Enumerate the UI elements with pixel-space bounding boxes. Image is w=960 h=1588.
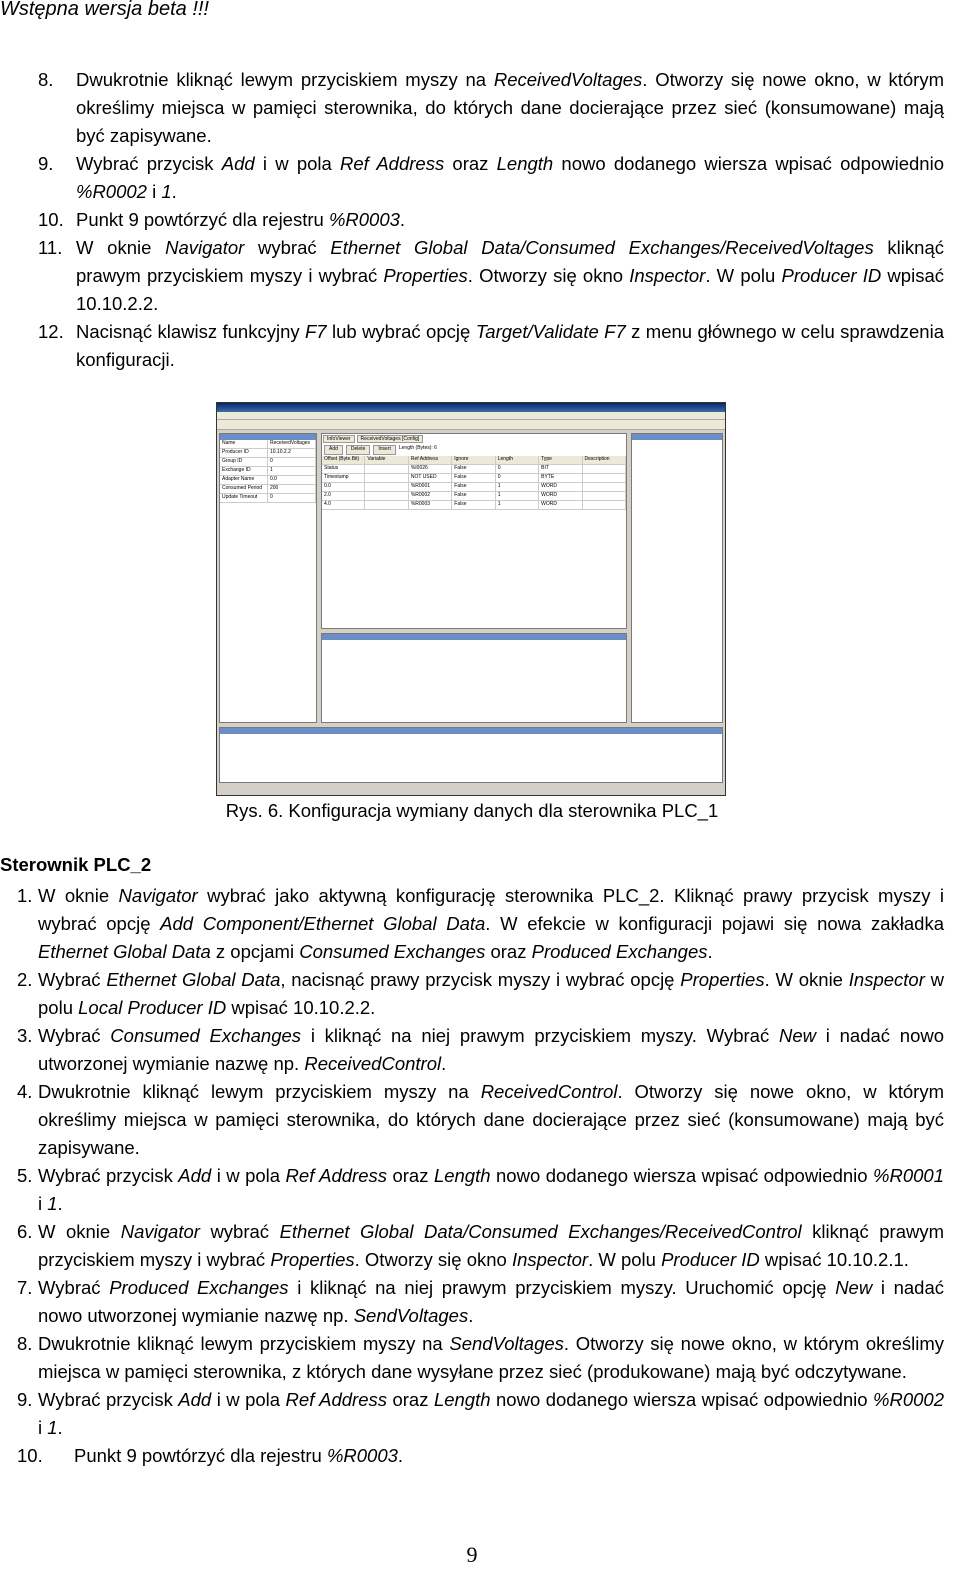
table-cell: 4.0 bbox=[322, 501, 365, 509]
table-row[interactable] bbox=[322, 492, 626, 501]
list-item bbox=[0, 66, 944, 150]
toolchest-pane bbox=[631, 433, 723, 723]
table-cell: 0 bbox=[496, 465, 539, 473]
list-item-text: Ref Address bbox=[285, 1165, 387, 1186]
table-cell: WORD bbox=[539, 483, 582, 491]
inspector-property: Producer ID bbox=[220, 449, 268, 457]
editor-button[interactable]: Delete bbox=[346, 445, 370, 455]
list-item-text: Add bbox=[178, 1165, 212, 1186]
inspector-value: 10.10.2.2 bbox=[268, 449, 316, 457]
list-item-text: Navigator bbox=[165, 237, 245, 258]
list-item-text: Navigator bbox=[120, 1221, 200, 1242]
list-item-text: Producer ID bbox=[781, 265, 882, 286]
list-item bbox=[0, 1386, 944, 1442]
list-item-text: Punkt 9 powtórzyć dla rejestru bbox=[74, 1445, 327, 1466]
list-item-number: 9. bbox=[38, 153, 54, 174]
table-cell: Timestamp bbox=[322, 474, 365, 482]
list-item-number: 3. bbox=[17, 1025, 33, 1046]
list-item-text: %R0003 bbox=[326, 1445, 398, 1466]
list-item-text: nowo dodanego wiersza wpisać odpowiednio bbox=[490, 1165, 874, 1186]
section-heading: Sterownik PLC_2 bbox=[0, 854, 152, 875]
list-item-text: . bbox=[57, 1417, 63, 1438]
table-cell bbox=[583, 483, 626, 491]
list-item-number: 11. bbox=[38, 237, 63, 258]
list-item-text: Wybrać przycisk bbox=[76, 153, 222, 174]
list-item-number: 10. bbox=[17, 1445, 43, 1466]
list-item-text: kliknąć prawym przyciskiem myszy i wybrać bbox=[38, 1221, 944, 1270]
list-item-text: i nadać nowo utworzonej wymianie nazwę np. bbox=[38, 1025, 945, 1074]
list-item-text: Ethernet Global Data bbox=[106, 969, 281, 990]
table-cell: %R0003 bbox=[409, 501, 452, 509]
list-item-text: oraz bbox=[485, 941, 532, 962]
list-item-text: i kliknąć na niej prawym przyciskiem myszy. Wybrać bbox=[301, 1025, 779, 1046]
inspector-row[interactable] bbox=[220, 449, 316, 458]
list-item-text: Inspector bbox=[848, 969, 925, 990]
table-cell: 1 bbox=[496, 501, 539, 509]
list-item-text: Wybrać przycisk bbox=[38, 1389, 179, 1410]
table-cell: 1 bbox=[496, 483, 539, 491]
list-item-text: Producer ID bbox=[661, 1249, 760, 1270]
list-item-number: 2. bbox=[17, 969, 33, 990]
list-item-text: Wybrać przycisk bbox=[38, 1165, 179, 1186]
inspector-property: Exchange ID bbox=[220, 467, 268, 475]
list-item-text: Consumed Exchanges bbox=[299, 941, 486, 962]
list-item-text: . W efekcie w konfiguracji pojawi się nowa zakładka bbox=[485, 913, 945, 934]
list-item bbox=[0, 318, 944, 374]
table-cell: False bbox=[452, 483, 495, 491]
inspector-value: 200 bbox=[268, 485, 316, 493]
list-item-text: Wybrać bbox=[38, 1277, 110, 1298]
inspector-row[interactable] bbox=[220, 476, 316, 485]
table-cell bbox=[365, 501, 408, 509]
list-item-text: w polu bbox=[38, 969, 945, 1018]
list-item-text: wpisać 10.10.2.1. bbox=[759, 1249, 909, 1270]
table-cell: WORD bbox=[539, 501, 582, 509]
list-item-number: 7. bbox=[17, 1277, 33, 1298]
list-item-text: Properties bbox=[270, 1249, 355, 1270]
list-item-text: . W polu bbox=[705, 265, 782, 286]
inspector-row[interactable] bbox=[220, 440, 316, 449]
editor-tab[interactable]: InfoViewer bbox=[323, 435, 355, 443]
list-item-text: ReceivedControl bbox=[480, 1081, 618, 1102]
list-item-text: oraz bbox=[387, 1389, 434, 1410]
editor-tab[interactable]: ReceivedVoltages [Config] bbox=[357, 435, 424, 443]
exchange-grid bbox=[322, 456, 626, 510]
list-item bbox=[0, 206, 944, 234]
list-item-text: 1 bbox=[161, 181, 172, 202]
list-item-text: . W oknie bbox=[764, 969, 849, 990]
data-watch-header bbox=[220, 728, 722, 734]
column-header: Description bbox=[583, 456, 626, 464]
editor-button[interactable]: Add bbox=[324, 445, 343, 455]
list-item-text: Navigator bbox=[118, 885, 198, 906]
table-cell: False bbox=[452, 492, 495, 500]
table-row[interactable] bbox=[322, 483, 626, 492]
list-item-text: Produced Exchanges bbox=[109, 1277, 289, 1298]
list-item-text: New bbox=[778, 1025, 816, 1046]
list-item-text: 1 bbox=[47, 1417, 58, 1438]
list-item-text: Ref Address bbox=[340, 153, 445, 174]
list-item-text: Properties bbox=[383, 265, 468, 286]
list-item-text: . bbox=[468, 1305, 474, 1326]
list-item-number: 6. bbox=[17, 1221, 33, 1242]
list-item bbox=[0, 1162, 944, 1218]
list-item-text: wpisać 10.10.2.2. bbox=[226, 997, 376, 1018]
list-item-text: Produced Exchanges bbox=[531, 941, 708, 962]
list-item-text: . W polu bbox=[588, 1249, 662, 1270]
list-item bbox=[0, 1218, 944, 1274]
length-label: Length (Bytes): 6 bbox=[398, 445, 437, 451]
figure-screenshot bbox=[216, 402, 726, 796]
feedback-pane bbox=[321, 633, 627, 723]
list-item-text: i w pola bbox=[254, 153, 341, 174]
list-item-text: wybrać bbox=[199, 1221, 280, 1242]
table-row[interactable] bbox=[322, 501, 626, 510]
list-item-text: . Otworzy się nowe okno, w którym określimy miejsca w pamięci sterownika, do których dane docierające przez sieć (konsumowane) mają być zapisywane. bbox=[76, 69, 945, 146]
list-item-text: %R0002 bbox=[873, 1389, 944, 1410]
editor-pane bbox=[321, 433, 627, 629]
table-cell: 0.0 bbox=[322, 483, 365, 491]
list-item-text: Add bbox=[178, 1389, 212, 1410]
table-cell bbox=[583, 465, 626, 473]
draft-header: Wstępna wersja beta !!! bbox=[0, 0, 209, 20]
list-item-text: i kliknąć na niej prawym przyciskiem myszy. Uruchomić opcję bbox=[288, 1277, 836, 1298]
list-item-text: . bbox=[441, 1053, 447, 1074]
list-item-text: W oknie bbox=[38, 1221, 121, 1242]
list-item-text: . bbox=[707, 941, 713, 962]
grid-header-row bbox=[322, 456, 626, 465]
screenshot-menubar bbox=[217, 412, 725, 420]
inspector-property: Name bbox=[220, 440, 268, 448]
table-row[interactable] bbox=[322, 474, 626, 483]
list-item-number: 1. bbox=[17, 885, 33, 906]
list-item-text: . bbox=[397, 1445, 404, 1466]
list-item-number: 8. bbox=[17, 1333, 33, 1354]
list-item-text: New bbox=[835, 1277, 873, 1298]
inspector-row[interactable] bbox=[220, 458, 316, 467]
list-item-text: Consumed Exchanges bbox=[110, 1025, 302, 1046]
list-item-text: . bbox=[171, 181, 177, 202]
list-item-text: . bbox=[399, 209, 406, 230]
table-row[interactable] bbox=[322, 465, 626, 474]
feedback-header bbox=[322, 634, 626, 640]
list-item-text: F7 bbox=[305, 321, 327, 342]
inspector-row[interactable] bbox=[220, 494, 316, 503]
list-item-number: 5. bbox=[17, 1165, 33, 1186]
list-item-text: %R0001 bbox=[873, 1165, 944, 1186]
table-cell: False bbox=[452, 501, 495, 509]
table-cell bbox=[583, 501, 626, 509]
list-item-text: SendVoltages bbox=[353, 1305, 469, 1326]
inspector-value: 0 bbox=[268, 458, 316, 466]
list-item-text: wybrać bbox=[244, 237, 331, 258]
list-item-text: Ref Address bbox=[285, 1389, 387, 1410]
list-item-text: . Otworzy się okno bbox=[467, 265, 630, 286]
list-item-text: oraz bbox=[444, 153, 497, 174]
list-item-text: Wybrać bbox=[38, 1025, 111, 1046]
list-item-text: %R0003 bbox=[328, 209, 400, 230]
list-item-text: Length bbox=[496, 153, 554, 174]
list-item-text: W oknie bbox=[38, 885, 119, 906]
table-cell: BYTE bbox=[539, 474, 582, 482]
table-cell: False bbox=[452, 474, 495, 482]
list-item-number: 4. bbox=[17, 1081, 33, 1102]
list-item-text: . bbox=[57, 1193, 63, 1214]
list-item-text: z menu głównego w celu sprawdzenia konfiguracji. bbox=[76, 321, 944, 370]
table-cell: Status bbox=[322, 465, 365, 473]
column-header: Type bbox=[539, 456, 582, 464]
editor-tabs bbox=[322, 434, 626, 444]
list-item-text: nowo dodanego wiersza wpisać odpowiednio bbox=[553, 153, 944, 174]
list-item-text: . Otworzy się okno bbox=[354, 1249, 512, 1270]
inspector-value: 0.0 bbox=[268, 476, 316, 484]
page-number: 9 bbox=[466, 1542, 478, 1567]
toolchest-header bbox=[632, 434, 722, 440]
instruction-list-plc1 bbox=[0, 66, 944, 374]
list-item-text: Nacisnąć klawisz funkcyjny bbox=[76, 321, 305, 342]
inspector-pane bbox=[219, 433, 317, 723]
list-item-text: Inspector bbox=[629, 265, 706, 286]
table-cell bbox=[365, 483, 408, 491]
table-cell: %I0026 bbox=[409, 465, 452, 473]
list-item bbox=[0, 1442, 944, 1470]
column-header: Ignore bbox=[452, 456, 495, 464]
table-cell: %R0001 bbox=[409, 483, 452, 491]
list-item-text: i w pola bbox=[211, 1165, 286, 1186]
list-item-text: Wybrać bbox=[38, 969, 107, 990]
list-item-text: . Otworzy się nowe okno, w którym określimy miejsca w pamięci sterownika, do których dane docierające przez sieć (konsumowane) mają być zapisywane. bbox=[38, 1081, 944, 1158]
list-item-text: Punkt 9 powtórzyć dla rejestru bbox=[76, 209, 329, 230]
list-item-text: i bbox=[38, 1193, 48, 1214]
column-header: Offset (Byte.Bit) bbox=[322, 456, 365, 464]
table-cell: 2.0 bbox=[322, 492, 365, 500]
inspector-property: Group ID bbox=[220, 458, 268, 466]
list-item-text: Dwukrotnie kliknąć lewym przyciskiem myszy na bbox=[76, 69, 494, 90]
table-cell: 0 bbox=[496, 474, 539, 482]
list-item-text: nowo dodanego wiersza wpisać odpowiednio bbox=[490, 1389, 874, 1410]
list-item-text: i nadać nowo utworzonej wymianie nazwę np. bbox=[38, 1277, 944, 1326]
list-item-text: Dwukrotnie kliknąć lewym przyciskiem myszy na bbox=[38, 1081, 481, 1102]
list-item-number: 12. bbox=[38, 321, 64, 342]
figure-caption: Rys. 6. Konfiguracja wymiany danych dla sterownika PLC_1 bbox=[225, 800, 719, 821]
list-item-text: Length bbox=[433, 1389, 491, 1410]
list-item-text: i w pola bbox=[211, 1389, 286, 1410]
list-item-text: , nacisnąć prawy przycisk myszy i wybrać opcję bbox=[280, 969, 681, 990]
column-header: Length bbox=[496, 456, 539, 464]
table-cell bbox=[583, 474, 626, 482]
list-item-text: W oknie bbox=[76, 237, 166, 258]
data-watch-pane bbox=[219, 727, 723, 783]
table-cell: 1 bbox=[496, 492, 539, 500]
list-item-text: oraz bbox=[387, 1165, 434, 1186]
screenshot-toolbar bbox=[217, 420, 725, 430]
table-cell: NOT USED bbox=[409, 474, 452, 482]
list-item bbox=[0, 1330, 944, 1386]
list-item-text: i bbox=[146, 181, 162, 202]
inspector-property: Adapter Name bbox=[220, 476, 268, 484]
list-item-number: 9. bbox=[17, 1389, 33, 1410]
list-item-text: lub wybrać opcję bbox=[326, 321, 476, 342]
list-item-text: %R0002 bbox=[76, 181, 147, 202]
table-cell bbox=[583, 492, 626, 500]
list-item-text: wybrać jako aktywną konfigurację sterownika PLC_2. Kliknąć prawy przycisk myszy i wybrać opcję bbox=[38, 885, 944, 934]
list-item bbox=[0, 966, 944, 1022]
list-item-text: ReceivedVoltages bbox=[493, 69, 643, 90]
list-item bbox=[0, 234, 944, 318]
list-item-text: Add bbox=[221, 153, 255, 174]
list-item-number: 10. bbox=[38, 209, 64, 230]
inspector-rows bbox=[220, 440, 316, 503]
list-item-text: wpisać 10.10.2.2. bbox=[76, 265, 944, 314]
list-item-text: Ethernet Global Data bbox=[38, 941, 211, 962]
table-cell: WORD bbox=[539, 492, 582, 500]
list-item-text: z opcjami bbox=[210, 941, 300, 962]
table-cell: %R0002 bbox=[409, 492, 452, 500]
list-item-text: kliknąć prawym przyciskiem myszy i wybrać bbox=[76, 237, 944, 286]
list-item-text: i bbox=[38, 1417, 48, 1438]
list-item-text: Length bbox=[433, 1165, 491, 1186]
inspector-row[interactable] bbox=[220, 467, 316, 476]
table-cell: False bbox=[452, 465, 495, 473]
list-item-text: ReceivedControl bbox=[304, 1053, 442, 1074]
editor-button[interactable]: Insert bbox=[373, 445, 396, 455]
screenshot-titlebar bbox=[217, 403, 725, 412]
list-item-text: SendVoltages bbox=[449, 1333, 564, 1354]
column-header: Variable bbox=[365, 456, 408, 464]
list-item bbox=[0, 1274, 944, 1330]
column-header: Ref Address bbox=[409, 456, 452, 464]
list-item-text: Add Component/Ethernet Global Data bbox=[160, 913, 486, 934]
list-item-text: Inspector bbox=[511, 1249, 589, 1270]
list-item bbox=[0, 882, 944, 966]
list-item-text: Target/Validate F7 bbox=[475, 321, 626, 342]
table-cell: BIT bbox=[539, 465, 582, 473]
list-item-text: Ethernet Global Data/Consumed Exchanges/ReceivedControl bbox=[279, 1221, 802, 1242]
inspector-value: ReceivedVoltages bbox=[268, 440, 316, 448]
inspector-property: Consumed Period bbox=[220, 485, 268, 493]
list-item-text: 1 bbox=[47, 1193, 58, 1214]
inspector-property: Update Timeout bbox=[220, 494, 268, 502]
inspector-value: 0 bbox=[268, 494, 316, 502]
table-cell bbox=[365, 474, 408, 482]
list-item-text: Local Producer ID bbox=[78, 997, 227, 1018]
list-item bbox=[0, 1022, 944, 1078]
editor-buttons bbox=[322, 444, 626, 456]
table-cell bbox=[365, 492, 408, 500]
list-item-text: Ethernet Global Data/Consumed Exchanges/ReceivedVoltages bbox=[330, 237, 874, 258]
list-item bbox=[0, 1078, 944, 1162]
inspector-row[interactable] bbox=[220, 485, 316, 494]
instruction-list-plc2 bbox=[0, 882, 944, 1470]
list-item-text: Properties bbox=[680, 969, 765, 990]
list-item-text: . Otworzy się nowe okno, w którym określimy miejsca w pamięci sterownika, z których dane wysyłane przez sieć (produkowane) mają być odczytywane. bbox=[38, 1333, 944, 1382]
list-item-text: Dwukrotnie kliknąć lewym przyciskiem myszy na bbox=[38, 1333, 450, 1354]
inspector-value: 1 bbox=[268, 467, 316, 475]
table-cell bbox=[365, 465, 408, 473]
list-item bbox=[0, 150, 944, 206]
list-item-number: 8. bbox=[38, 69, 54, 90]
